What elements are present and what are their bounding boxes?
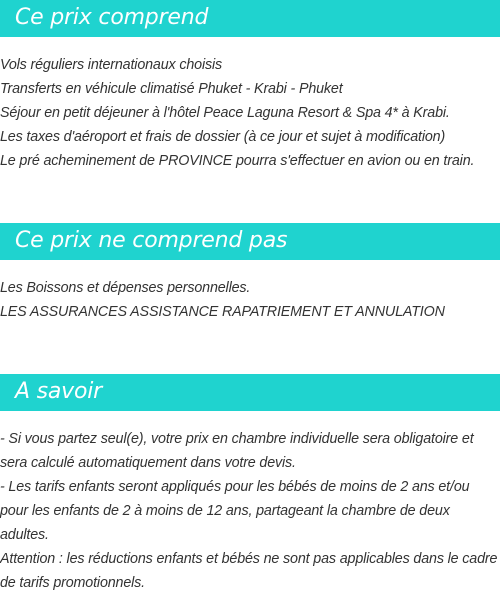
included-item-flights: Vols réguliers internationaux choisis: [0, 57, 222, 73]
excluded-list: [0, 276, 500, 324]
included-item-stay: Séjour en petit déjeuner à l'hôtel Peace Laguna Resort & Spa 4* à Krabi.: [0, 105, 450, 121]
info-item-single-supplement: - Si vous partez seul(e), votre prix en chambre individuelle sera obligatoire et sera calculé automatiquement dans votre devis.: [0, 431, 474, 471]
included-item-transfers: Transferts en véhicule climatisé Phuket - Krabi - Phuket: [0, 81, 343, 97]
included-list: [0, 53, 500, 173]
excluded-item-drinks: Les Boissons et dépenses personnelles.: [0, 280, 251, 296]
info-item-promo-warning: Attention : les réductions enfants et bébés ne sont pas applicables dans le cadre de tarifs promotionnels.: [0, 551, 498, 591]
info-section-header: [0, 374, 500, 411]
included-item-taxes: Les taxes d'aéroport et frais de dossier (à ce jour et sujet à modification): [0, 129, 446, 145]
excluded-section-header: [0, 223, 500, 260]
info-item-child-rates: - Les tarifs enfants seront appliqués pour les bébés de moins de 2 ans et/ou pour les enfants de 2 à moins de 12 ans, partageant la chambre de deux adultes.: [0, 479, 470, 543]
included-section-header: [0, 0, 500, 37]
included-section-title: Ce prix comprend: [15, 5, 209, 30]
excluded-item-insurance: LES ASSURANCES ASSISTANCE RAPATRIEMENT ET ANNULATION: [0, 304, 445, 320]
included-item-province: Le pré acheminement de PROVINCE pourra s'effectuer en avion ou en train.: [0, 153, 475, 169]
excluded-section-title: Ce prix ne comprend pas: [15, 228, 288, 253]
info-list: [0, 427, 500, 595]
info-section-title: A savoir: [15, 379, 103, 404]
